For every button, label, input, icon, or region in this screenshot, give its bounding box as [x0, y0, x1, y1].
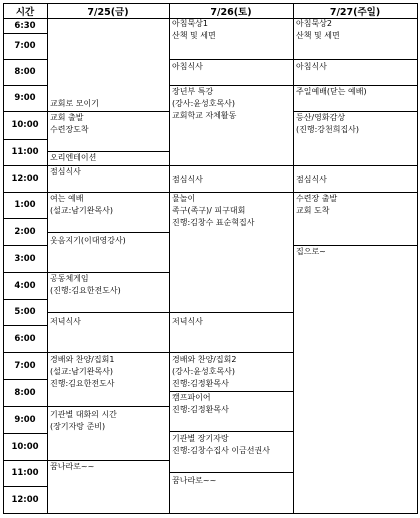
- event-divider: [47, 460, 169, 461]
- event-divider: [293, 59, 417, 60]
- event-cell: [50, 316, 81, 328]
- header-day-2: 7/26(토): [210, 6, 252, 18]
- event-line: 집으로~: [296, 247, 326, 256]
- table-border: [3, 3, 4, 514]
- event-cell: [172, 475, 216, 487]
- row-divider: [3, 192, 47, 193]
- column-divider: [47, 3, 48, 514]
- event-line: 저녁식사: [172, 317, 203, 326]
- time-label: 3:00: [14, 253, 36, 264]
- event-cell: [172, 354, 236, 390]
- row-divider: [3, 111, 47, 112]
- table-border: [417, 3, 418, 514]
- row-divider: [3, 460, 47, 461]
- event-line: 꿈나라로~~: [50, 462, 95, 471]
- event-divider: [47, 406, 169, 407]
- event-line: 진행:김정환목사: [172, 405, 229, 414]
- event-line: 아침묵상1: [172, 19, 209, 28]
- header-time: 시간: [15, 6, 35, 18]
- event-line: 아침식사: [296, 62, 327, 71]
- event-cell: [172, 316, 203, 328]
- time-label: 10:00: [11, 441, 39, 452]
- event-cell: [172, 86, 236, 122]
- event-line: 족구(족구)/ 피구대회: [172, 206, 246, 215]
- event-line: 여는 예배: [50, 194, 84, 203]
- event-cell: [50, 152, 96, 164]
- event-divider: [47, 151, 169, 152]
- event-divider: [169, 391, 293, 392]
- event-divider: [47, 312, 169, 313]
- table-border: [3, 3, 418, 4]
- event-divider: [293, 192, 417, 193]
- event-cell: [50, 193, 113, 217]
- event-line: 점심식사: [50, 167, 81, 176]
- row-divider: [3, 352, 47, 353]
- event-line: 공동체게임: [50, 274, 89, 283]
- event-line: 오리엔테이션: [50, 153, 97, 162]
- event-line: 경배와 찬양/집회1: [50, 355, 115, 364]
- time-label: 12:00: [11, 173, 39, 184]
- event-cell: [172, 392, 229, 416]
- event-divider: [47, 352, 169, 353]
- event-cell: [50, 354, 115, 390]
- event-cell: [50, 461, 94, 473]
- event-divider: [169, 431, 293, 432]
- row-divider: [3, 486, 47, 487]
- event-cell: [50, 112, 89, 136]
- row-divider: [3, 272, 47, 273]
- event-cell: [50, 409, 117, 433]
- event-line: 수련장도착: [50, 125, 89, 134]
- event-line: 물놀이: [172, 194, 196, 203]
- event-cell: [172, 193, 255, 229]
- row-divider: [3, 218, 47, 219]
- event-line: 경배와 찬양/집회2: [172, 355, 237, 364]
- event-line: 등산/영화감상: [296, 113, 346, 122]
- event-line: 주일예배(닫는 예배): [296, 87, 367, 96]
- row-divider: [3, 299, 47, 300]
- table-border: [3, 513, 418, 514]
- time-label: 7:00: [14, 360, 36, 371]
- event-line: (설교:남기완목사): [50, 206, 114, 215]
- time-label: 5:00: [14, 307, 36, 317]
- row-divider: [3, 33, 47, 34]
- event-line: 수련장 출발: [296, 194, 338, 203]
- event-line: 캠프파이어: [172, 393, 211, 402]
- event-divider: [293, 85, 417, 86]
- event-divider: [169, 59, 293, 60]
- event-line: 저녁식사: [50, 317, 81, 326]
- event-line: 진행:김창수 표순혁집사: [172, 218, 255, 227]
- event-cell: [296, 61, 327, 73]
- row-divider: [3, 433, 47, 434]
- event-divider: [47, 192, 169, 193]
- row-divider: [3, 406, 47, 407]
- row-divider: [3, 379, 47, 380]
- event-line: (진행:김요한전도사): [50, 286, 121, 295]
- event-cell: [296, 174, 327, 186]
- event-cell: [172, 433, 270, 457]
- event-line: 기관별 장기자랑: [172, 434, 229, 443]
- time-label: 2:00: [14, 226, 36, 237]
- header-day-3: 7/27(주일): [329, 6, 381, 18]
- event-divider: [293, 245, 417, 246]
- event-cell: [296, 246, 326, 258]
- time-label: 4:00: [14, 280, 36, 291]
- event-divider: [169, 312, 293, 313]
- row-divider: [3, 59, 47, 60]
- event-line: 점심식사: [296, 175, 327, 184]
- event-divider: [169, 192, 293, 193]
- event-divider: [293, 165, 417, 166]
- time-label: 6:00: [14, 333, 36, 344]
- event-divider: [169, 472, 293, 473]
- event-divider: [47, 165, 169, 166]
- event-line: 진행:김요한전도사: [50, 379, 115, 388]
- event-line: 아침묵상2: [296, 19, 333, 28]
- event-line: 아침식사: [172, 62, 203, 71]
- event-cell: [50, 273, 121, 297]
- event-line: 교회 출발: [50, 113, 84, 122]
- event-line: 교회학교 자체활동: [172, 111, 237, 120]
- event-cell: [172, 18, 216, 42]
- event-divider: [169, 165, 293, 166]
- event-divider: [169, 85, 293, 86]
- event-divider: [169, 352, 293, 353]
- event-cell: [172, 174, 203, 186]
- time-label: 1:00: [14, 200, 36, 210]
- time-label: 6:30: [14, 20, 36, 31]
- event-line: 교회로 모이기: [50, 99, 99, 108]
- event-line: 기관별 대화의 시간: [50, 410, 117, 419]
- row-divider: [3, 245, 47, 246]
- event-line: 교회 도착: [296, 206, 330, 215]
- column-divider: [293, 3, 294, 514]
- event-divider: [47, 232, 169, 233]
- event-line: 진행:김창수집사 이금선권사: [172, 446, 270, 455]
- header-divider: [3, 18, 418, 19]
- row-divider: [3, 139, 47, 140]
- event-divider: [47, 272, 169, 273]
- event-line: 진행:김정환목사: [172, 379, 229, 388]
- event-cell: [296, 86, 367, 98]
- row-divider: [3, 165, 47, 166]
- time-label: 12:00: [11, 494, 39, 505]
- row-divider: [3, 325, 47, 326]
- event-cell: [296, 193, 337, 217]
- time-label: 8:00: [14, 387, 36, 398]
- event-line: (설교:남기완목사): [50, 367, 114, 376]
- event-line: (강사:윤성호목사): [172, 367, 236, 376]
- event-divider: [47, 111, 169, 112]
- event-cell: [296, 18, 340, 42]
- time-label: 8:00: [14, 67, 36, 77]
- event-line: 산책 및 세면: [172, 31, 216, 40]
- time-label: 10:00: [11, 120, 39, 130]
- event-line: 점심식사: [172, 175, 203, 184]
- event-line: 웃음지기(이대영강사): [50, 236, 126, 245]
- event-line: 산책 및 세면: [296, 31, 340, 40]
- event-line: (장기자랑 준비): [50, 422, 106, 431]
- event-line: 꿈나라로~~: [172, 476, 217, 485]
- column-divider: [169, 3, 170, 514]
- time-label: 11:00: [11, 147, 39, 157]
- event-line: (진행:강천희집사): [296, 125, 360, 134]
- header-day-1: 7/25(금): [87, 6, 129, 18]
- time-label: 7:00: [14, 41, 36, 51]
- time-label: 9:00: [14, 93, 36, 103]
- time-label: 9:00: [14, 414, 36, 425]
- event-line: 장년부 특강: [172, 87, 214, 96]
- event-cell: [296, 112, 359, 136]
- event-cell: [50, 235, 126, 247]
- event-cell: [50, 166, 81, 178]
- event-line: (강사:윤성호목사): [172, 99, 236, 108]
- row-divider: [3, 85, 47, 86]
- time-label: 11:00: [11, 468, 39, 478]
- event-cell: [50, 98, 99, 110]
- event-cell: [172, 61, 203, 73]
- event-divider: [293, 111, 417, 112]
